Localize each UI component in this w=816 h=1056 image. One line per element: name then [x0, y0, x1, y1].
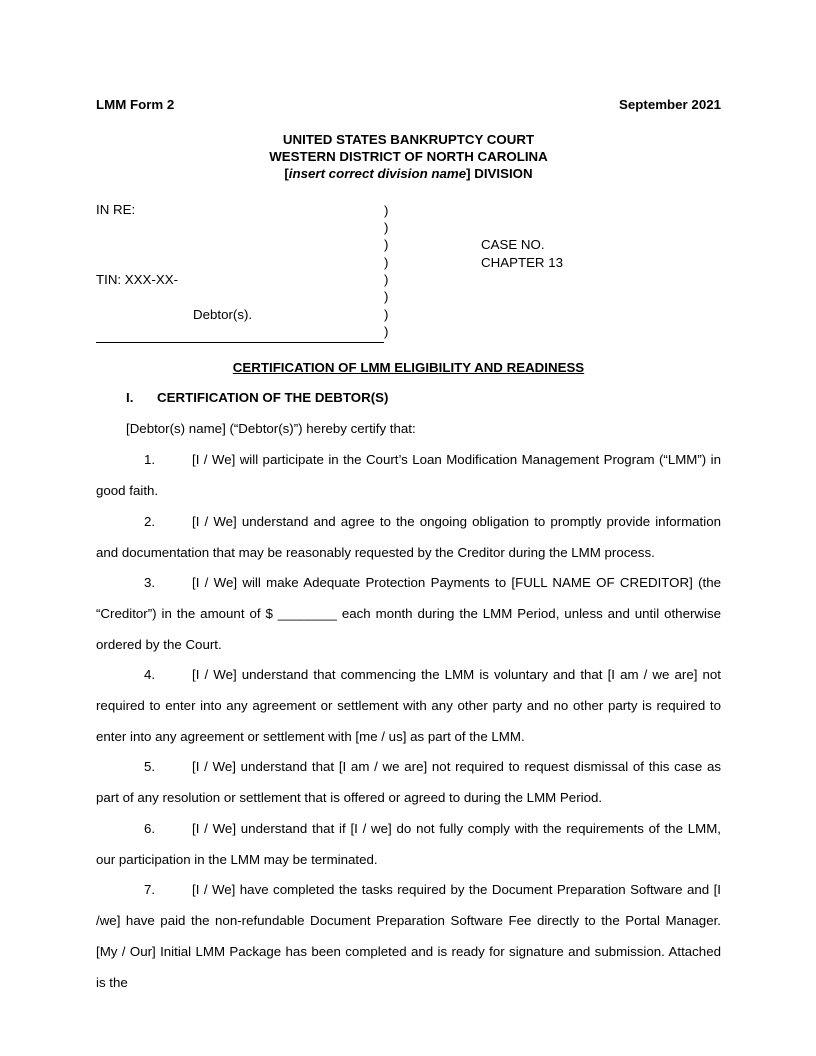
caption-paren: )	[384, 324, 389, 339]
document-page	[96, 0, 721, 1056]
section-heading: CERTIFICATION OF THE DEBTOR(S)	[157, 390, 389, 405]
court-district: WESTERN DISTRICT OF NORTH CAROLINA	[269, 149, 548, 164]
debtors-label: Debtor(s).	[193, 307, 253, 322]
court-division: [insert correct division name] DIVISION	[284, 166, 533, 181]
paragraph-6: 6. [I / We] understand that if [I / we] do not fully comply with the requirements of the LMM, our participation in the LMM may be terminated.	[96, 821, 721, 867]
document-title: CERTIFICATION OF LMM ELIGIBILITY AND READINESS	[232, 360, 585, 375]
caption-paren: )	[384, 220, 389, 235]
intro-text: [Debtor(s) name] (“Debtor(s)”) hereby certify that:	[126, 421, 416, 436]
caption-underline	[96, 342, 384, 343]
paragraph-5: 5. [I / We] understand that [I am / we are] not required to request dismissal of this case as part of any resolution or settlement that is offered or agreed to during the LMM Period.	[96, 759, 721, 805]
court-name: UNITED STATES BANKRUPTCY COURT	[282, 132, 535, 147]
caption-paren: )	[384, 289, 389, 304]
caption-paren: )	[384, 272, 389, 287]
tin-label: TIN: XXX-XX-	[96, 272, 179, 287]
paragraph-7: 7. [I / We] have completed the tasks required by the Document Preparation Software and [I /we] have paid the non-refundable Document Preparation Software Fee directly to the Portal Manager. [My / Our] Initial LMM Package has been completed and is ready for signature and submission. Attached is the	[96, 882, 721, 990]
paragraph-1: 1. [I / We] will participate in the Court’s Loan Modification Management Program (“LMM”) in good faith.	[96, 452, 721, 498]
paragraph-2: 2. [I / We] understand and agree to the ongoing obligation to promptly provide information and documentation that may be reasonably requested by the Creditor during the LMM process.	[96, 514, 721, 560]
caption-paren: )	[384, 307, 389, 322]
section-number: I.	[126, 390, 134, 405]
form-date: September 2021	[619, 97, 721, 112]
caption-paren: )	[384, 255, 389, 270]
paragraph-3: 3. [I / We] will make Adequate Protection Payments to [FULL NAME OF CREDITOR] (the “Creditor”) in the amount of $ ________ each month during the LMM Period, unless and until otherwise ordered by the Court.	[96, 575, 721, 652]
caption-paren: )	[384, 237, 389, 252]
chapter-label: CHAPTER 13	[481, 255, 564, 270]
case-number-label: CASE NO.	[481, 237, 545, 252]
form-label: LMM Form 2	[96, 97, 175, 112]
caption-paren: )	[384, 203, 389, 218]
in-re-label: IN RE:	[96, 202, 136, 217]
paragraph-4: 4. [I / We] understand that commencing the LMM is voluntary and that [I am / we are] not required to enter into any agreement or settlement with any other party and no other party is required to enter into any agreement or settlement with [me / us] as part of the LMM.	[96, 667, 721, 744]
